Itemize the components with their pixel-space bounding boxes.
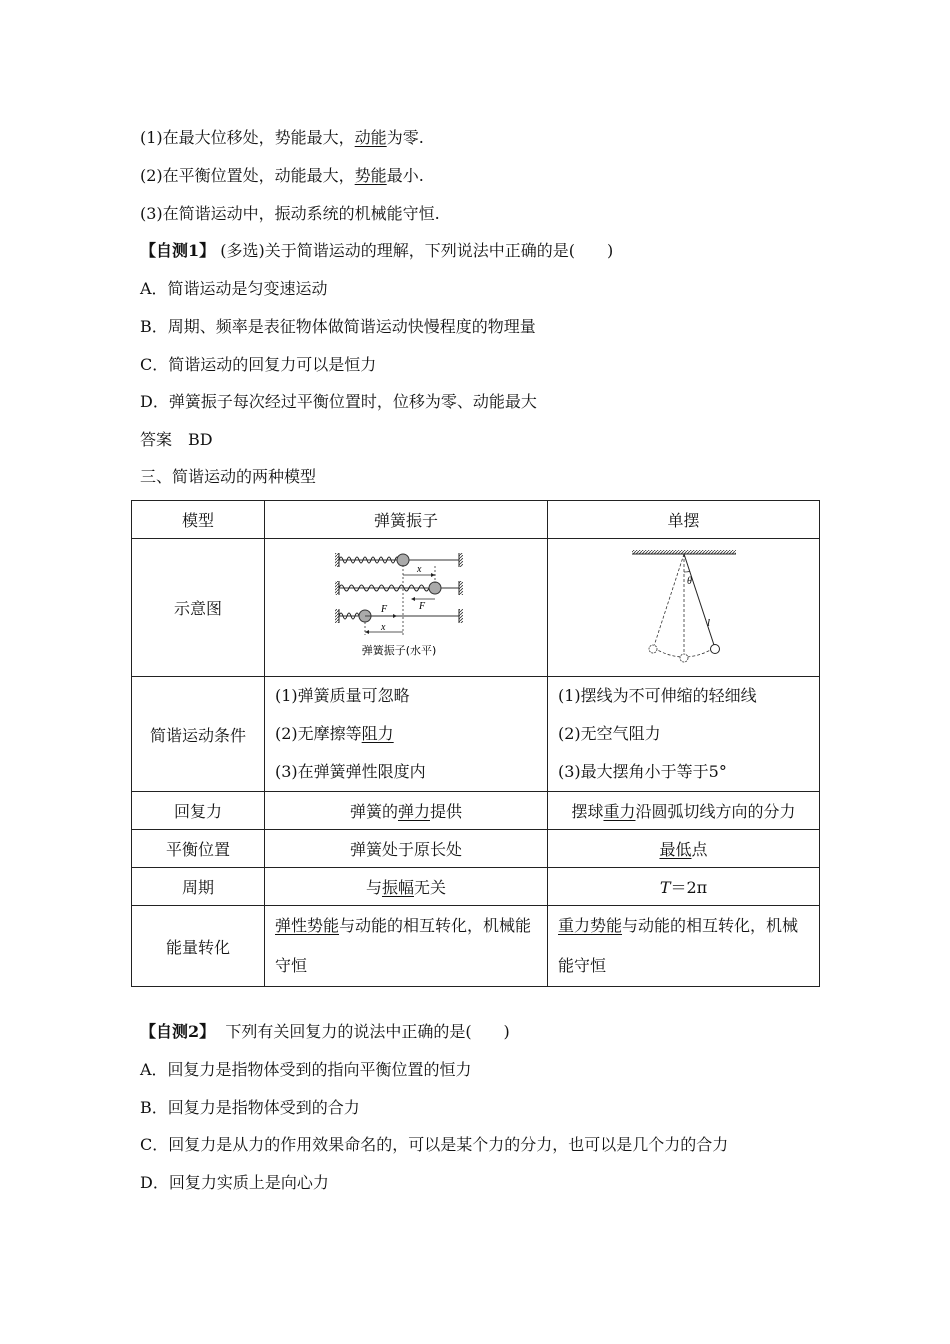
force-arrowhead-1 — [411, 597, 415, 601]
spring-restoring-post: 提供 — [430, 802, 463, 821]
header-model: 模型 — [132, 501, 265, 539]
row-label-conditions: 简谐运动条件 — [132, 677, 265, 792]
table-row-diagram — [132, 539, 820, 677]
header-spring-oscillator: 弹簧振子 — [265, 501, 548, 539]
pendulum-period-symbol: T — [659, 878, 671, 897]
pendulum-restoring-underlined: 重力 — [603, 802, 636, 821]
spring-energy-post: 与动能的相互转化，机械能守恒 — [275, 916, 532, 975]
question-1-answer: 答案 BD — [140, 430, 213, 449]
spring-condition-3: (3)在弹簧弹性限度内 — [275, 762, 426, 781]
pendulum-diagram — [624, 548, 744, 668]
intro-item-2-tail: 最小. — [386, 166, 424, 185]
intro-item-1-tail: 为零. — [386, 128, 424, 147]
right-wall-1 — [459, 553, 463, 567]
spring-condition-2-underlined: 阻力 — [361, 724, 394, 743]
question-2-option-c: C．回复力是从力的作用效果命名的，可以是某个力的分力，也可以是几个力的合力 — [140, 1135, 729, 1154]
table-row-equilibrium — [132, 830, 820, 868]
pendulum-equilibrium-post: 点 — [691, 840, 708, 859]
spring-diagram-cell — [265, 539, 548, 677]
label-theta: θ — [686, 575, 692, 587]
intro-item-1-underlined: 动能 — [354, 128, 387, 147]
question-1-text: (多选)关于简谐运动的理解，下列说法中正确的是( ) — [220, 241, 614, 260]
table-row-period — [132, 868, 820, 906]
row-label-diagram: 示意图 — [132, 539, 265, 677]
intro-item-1 — [140, 128, 424, 148]
spring-condition-2 — [275, 715, 537, 753]
question-1-stem — [140, 241, 613, 261]
question-1-option-a: A．简谐运动是匀变速运动 — [140, 279, 328, 298]
pendulum-diagram-cell — [548, 539, 820, 677]
angle-arc — [684, 571, 690, 572]
question-1-option-c: C．简谐运动的回复力可以是恒力 — [140, 355, 377, 374]
pendulum-period — [548, 868, 820, 906]
row-label-equilibrium: 平衡位置 — [132, 830, 265, 868]
spring-conditions — [265, 677, 548, 792]
pendulum-conditions — [548, 677, 820, 792]
label-l: l — [706, 616, 710, 629]
ball-stretched — [429, 582, 441, 594]
question-2-option-a: A．回复力是指物体受到的指向平衡位置的恒力 — [140, 1060, 472, 1079]
question-1-option-b: B．周期、频率是表征物体做简谐运动快慢程度的物理量 — [140, 317, 536, 336]
table-row-restoring-force — [132, 792, 820, 830]
spring-period-pre: 与 — [365, 878, 382, 897]
spring-oscillator-diagram — [331, 549, 481, 667]
pendulum-equilibrium — [548, 830, 820, 868]
intro-item-2 — [140, 166, 424, 186]
model-comparison-table — [131, 500, 820, 987]
table-row-energy — [132, 906, 820, 987]
left-wall-3 — [335, 609, 339, 623]
displacement-arrowhead-2 — [365, 630, 369, 634]
right-wall-3 — [459, 609, 463, 623]
spring-restoring-underlined: 弹力 — [397, 802, 430, 821]
pendulum-energy — [548, 906, 820, 987]
spring-energy — [265, 906, 548, 987]
right-wall-2 — [459, 581, 463, 595]
ceiling — [632, 550, 736, 554]
spring-diagram-caption: 弹簧振子(水平) — [361, 643, 437, 657]
spring-energy-underlined: 弹性势能 — [275, 916, 340, 935]
left-string-dashed — [654, 554, 684, 646]
question-2-text: 下列有关回复力的说法中正确的是( ) — [225, 1022, 510, 1041]
spring-restoring-pre: 弹簧的 — [349, 802, 398, 821]
pendulum-energy-post: 与动能的相互转化，机械能守恒 — [558, 916, 799, 975]
pendulum-equilibrium-underlined: 最低 — [659, 840, 692, 859]
table-row-conditions — [132, 677, 820, 792]
intro-item-1-text: (1)在最大位移处，势能最大， — [140, 128, 355, 147]
pendulum-restoring-post: 沿圆弧切线方向的分力 — [635, 802, 796, 821]
label-x-1: x — [417, 563, 422, 575]
question-1-option-d: D．弹簧振子每次经过平衡位置时，位移为零、动能最大 — [140, 392, 537, 411]
spring-period — [265, 868, 548, 906]
question-2-stem — [140, 1022, 510, 1042]
question-1-tag: 【自测1】 — [140, 241, 216, 260]
bob-left — [649, 645, 657, 653]
bob-bottom — [680, 654, 688, 662]
pendulum-period-formula: ＝2π — [670, 878, 708, 897]
bob-right — [710, 644, 719, 653]
intro-item-3: (3)在简谐运动中，振动系统的机械能守恒. — [140, 204, 440, 223]
spring-period-post: 无关 — [414, 878, 447, 897]
displacement-arrowhead-1 — [431, 573, 435, 577]
ball-equilibrium — [397, 554, 409, 566]
spring-equilibrium: 弹簧处于原长处 — [265, 830, 548, 868]
header-pendulum: 单摆 — [548, 501, 820, 539]
row-label-restoring-force: 回复力 — [132, 792, 265, 830]
section-title: 三、简谐运动的两种模型 — [140, 467, 317, 486]
pendulum-condition-3: (3)最大摆角小于等于5° — [558, 762, 727, 781]
row-label-energy: 能量转化 — [132, 906, 265, 987]
pendulum-restoring-force — [548, 792, 820, 830]
question-2-option-d: D．回复力实质上是向心力 — [140, 1173, 329, 1192]
intro-item-2-underlined: 势能 — [354, 166, 387, 185]
row-label-period: 周期 — [132, 868, 265, 906]
pendulum-energy-underlined: 重力势能 — [558, 916, 623, 935]
label-f-2: F — [381, 603, 388, 615]
pendulum-string — [684, 554, 714, 645]
label-x-2: x — [381, 621, 386, 633]
spring-condition-2-text: (2)无摩擦等 — [275, 724, 362, 743]
intro-item-2-text: (2)在平衡位置处，动能最大， — [140, 166, 355, 185]
spring-period-underlined: 振幅 — [381, 878, 414, 897]
question-2-option-b: B．回复力是指物体受到的合力 — [140, 1098, 360, 1117]
pendulum-condition-2: (2)无空气阻力 — [558, 724, 661, 743]
force-arrowhead-2 — [393, 614, 397, 618]
pendulum-restoring-pre: 摆球 — [571, 802, 604, 821]
pendulum-condition-1: (1)摆线为不可伸缩的轻细线 — [558, 686, 757, 705]
question-2-tag: 【自测2】 — [140, 1022, 216, 1041]
table-header-row — [132, 501, 820, 539]
spring-restoring-force — [265, 792, 548, 830]
left-wall-1 — [335, 553, 339, 567]
label-f-1: F — [419, 600, 426, 612]
left-wall-2 — [335, 581, 339, 595]
spring-condition-1: (1)弹簧质量可忽略 — [275, 686, 410, 705]
